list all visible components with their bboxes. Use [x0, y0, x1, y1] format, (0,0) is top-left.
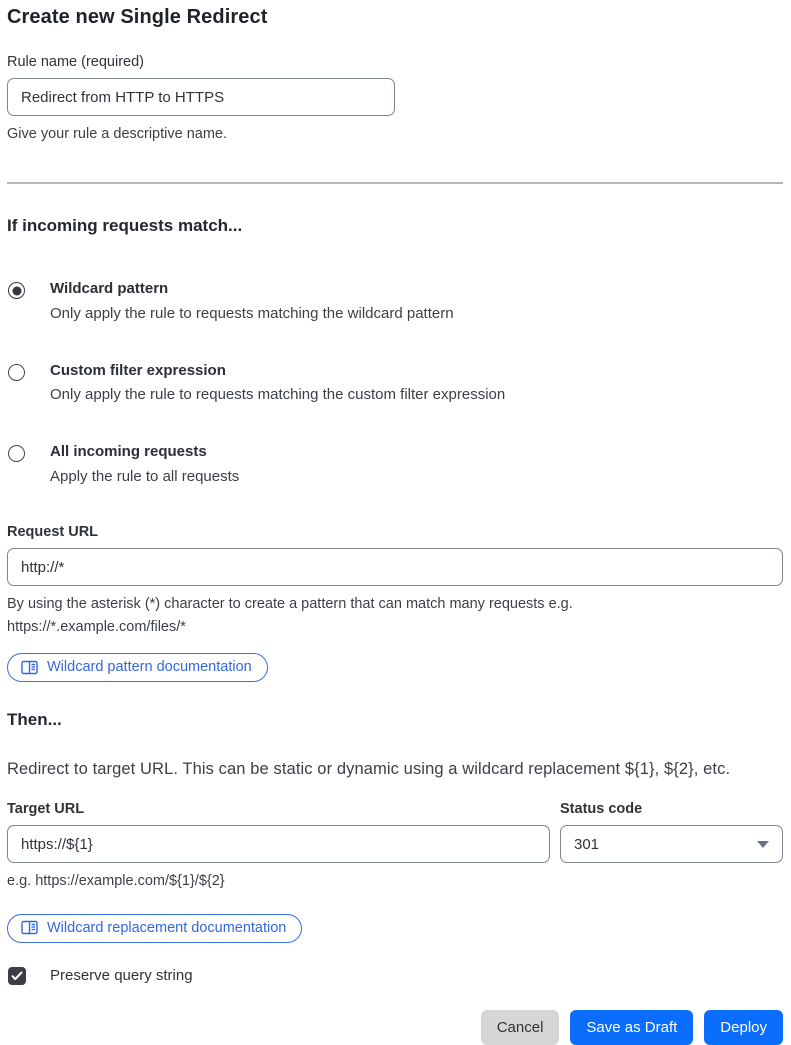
radio-description: Only apply the rule to requests matching the custom filter expression	[50, 386, 506, 404]
target-url-input[interactable]	[7, 825, 550, 863]
save-as-draft-button[interactable]: Save as Draft	[570, 1010, 693, 1045]
cancel-button[interactable]: Cancel	[481, 1010, 560, 1045]
match-options-group	[7, 280, 783, 486]
request-url-helper	[7, 593, 783, 638]
radio-option-custom-filter[interactable]	[7, 362, 783, 405]
footer-actions	[7, 1010, 783, 1045]
page-title: Create new Single Redirect	[7, 6, 268, 28]
target-url-helper: e.g. https://example.com/${1}/${2}	[7, 873, 225, 890]
radio-description: Apply the rule to all requests	[50, 467, 240, 485]
radio-option-all-requests[interactable]	[7, 443, 783, 486]
rule-name-helper: Give your rule a descriptive name.	[7, 126, 228, 142]
rule-name-label: Rule name (required)	[7, 54, 145, 70]
status-code-select[interactable]	[560, 825, 783, 863]
radio-label: Custom filter expression	[50, 361, 226, 379]
chevron-down-icon	[757, 841, 769, 848]
open-book-icon	[21, 920, 38, 935]
radio-button-icon[interactable]	[8, 282, 25, 299]
rule-name-input[interactable]	[7, 78, 395, 116]
radio-description: Only apply the rule to requests matching the wildcard pattern	[50, 305, 454, 323]
section-divider	[7, 182, 783, 184]
status-code-label: Status code	[560, 801, 643, 818]
request-url-label: Request URL	[7, 524, 99, 541]
radio-option-wildcard-pattern[interactable]	[7, 280, 783, 323]
wildcard-pattern-doc-button[interactable]	[7, 653, 268, 682]
request-url-input[interactable]	[7, 548, 783, 586]
then-section-heading: Then...	[7, 710, 62, 730]
radio-button-icon[interactable]	[8, 364, 25, 381]
radio-label: All incoming requests	[50, 442, 207, 460]
status-code-value: 301	[574, 835, 600, 853]
doc-button-label: Wildcard pattern documentation	[47, 659, 252, 676]
preserve-query-label: Preserve query string	[50, 967, 193, 985]
request-url-helper-line2: https://*.example.com/files/*	[7, 618, 186, 635]
request-url-helper-line1: By using the asterisk (*) character to create a pattern that can match many requests e.g.	[7, 596, 573, 613]
radio-button-icon[interactable]	[8, 445, 25, 462]
match-section-heading: If incoming requests match...	[7, 216, 243, 236]
open-book-icon	[21, 660, 38, 675]
preserve-query-checkbox[interactable]	[8, 967, 26, 985]
then-description: Redirect to target URL. This can be static or dynamic using a wildcard replacement ${1}, ${2}, etc.	[7, 760, 731, 779]
doc-button-label: Wildcard replacement documentation	[47, 919, 287, 936]
deploy-button[interactable]: Deploy	[704, 1010, 783, 1045]
radio-label: Wildcard pattern	[50, 280, 169, 298]
wildcard-replacement-doc-button[interactable]	[7, 914, 302, 943]
target-url-label: Target URL	[7, 801, 85, 818]
